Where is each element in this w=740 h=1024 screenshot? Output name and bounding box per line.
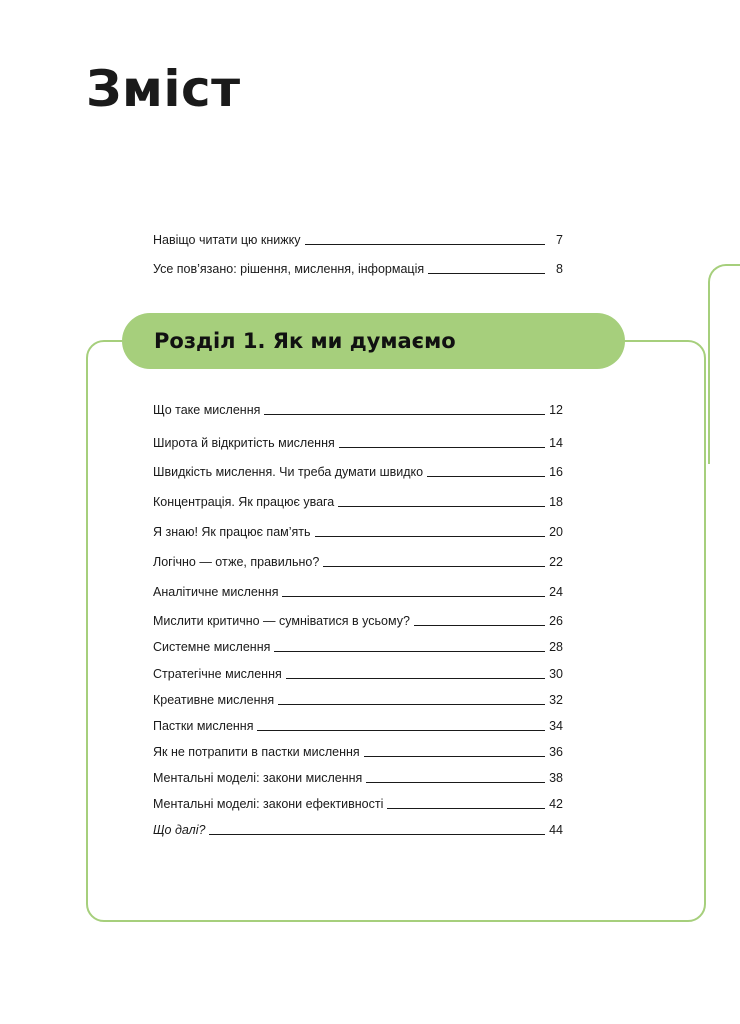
toc-entry-page: 36: [549, 745, 563, 759]
toc-leader-line: [264, 414, 545, 415]
toc-entry-page: 44: [549, 823, 563, 837]
toc-entry-page: 30: [549, 667, 563, 681]
toc-entry-page: 8: [556, 262, 563, 276]
toc-entry-label: Креативне мислення: [153, 693, 275, 707]
toc-entry[interactable]: [153, 718, 563, 734]
toc-entry-page: 18: [549, 495, 563, 509]
toc-entry[interactable]: [153, 822, 563, 838]
toc-entry-label: Широта й відкритість мислення: [153, 436, 335, 450]
toc-leader-line: [428, 273, 545, 274]
toc-entry[interactable]: [153, 402, 563, 418]
toc-entry[interactable]: [153, 261, 563, 277]
toc-leader-line: [364, 756, 545, 757]
toc-leader-line: [278, 704, 545, 705]
toc-entry[interactable]: [153, 232, 563, 248]
chapter-title: Розділ 1. Як ми думаємо: [154, 329, 456, 353]
toc-entry[interactable]: [153, 770, 563, 786]
toc-entry-label: Системне мислення: [153, 640, 271, 654]
toc-entry-page: 16: [549, 465, 563, 479]
toc-entry-page: 34: [549, 719, 563, 733]
toc-entry[interactable]: [153, 584, 563, 600]
toc-entry[interactable]: [153, 796, 563, 812]
toc-entry-page: 20: [549, 525, 563, 539]
toc-entry-page: 32: [549, 693, 563, 707]
toc-leader-line: [209, 834, 545, 835]
toc-entry-label: Аналітичне мислення: [153, 585, 279, 599]
toc-leader-line: [323, 566, 545, 567]
toc-entry-label: Що таке мислення: [153, 403, 261, 417]
toc-leader-line: [366, 782, 545, 783]
toc-leader-line: [387, 808, 545, 809]
toc-entry-page: 42: [549, 797, 563, 811]
toc-entry[interactable]: [153, 435, 563, 451]
page-title: Зміст: [86, 60, 241, 118]
toc-entry-label: Мислити критично — сумніватися в усьому?: [153, 614, 410, 628]
next-chapter-frame: [708, 264, 740, 464]
toc-leader-line: [339, 447, 545, 448]
toc-entry-label: Логічно — отже, правильно?: [153, 555, 320, 569]
toc-entry-label: Як не потрапити в пастки мислення: [153, 745, 360, 759]
chapter-banner[interactable]: [122, 313, 625, 369]
toc-entry-page: 38: [549, 771, 563, 785]
toc-entry-label: Що далі?: [153, 823, 206, 837]
toc-leader-line: [257, 730, 545, 731]
toc-entry[interactable]: [153, 554, 563, 570]
toc-leader-line: [338, 506, 545, 507]
toc-entry-label: Ментальні моделі: закони ефективності: [153, 797, 384, 811]
toc-entry-label: Я знаю! Як працює пам’ять: [153, 525, 311, 539]
toc-leader-line: [315, 536, 545, 537]
toc-leader-line: [274, 651, 545, 652]
toc-leader-line: [286, 678, 545, 679]
toc-entry[interactable]: [153, 494, 563, 510]
toc-entry-label: Усе пов’язано: рішення, мислення, інформація: [153, 262, 425, 276]
toc-entry-label: Концентрація. Як працює увага: [153, 495, 335, 509]
toc-entry-page: 26: [549, 614, 563, 628]
toc-entry[interactable]: [153, 666, 563, 682]
toc-leader-line: [427, 476, 545, 477]
toc-entry-label: Швидкість мислення. Чи треба думати швидко: [153, 465, 424, 479]
toc-entry[interactable]: [153, 524, 563, 540]
toc-entry[interactable]: [153, 613, 563, 629]
toc-leader-line: [305, 244, 546, 245]
toc-entry-page: 28: [549, 640, 563, 654]
toc-entry-label: Ментальні моделі: закони мислення: [153, 771, 363, 785]
toc-entry-label: Навіщо читати цю книжку: [153, 233, 301, 247]
toc-entry-page: 12: [549, 403, 563, 417]
toc-entry-page: 22: [549, 555, 563, 569]
toc-entry[interactable]: [153, 692, 563, 708]
toc-entry-page: 14: [549, 436, 563, 450]
toc-leader-line: [414, 625, 545, 626]
toc-entry-label: Стратегічне мислення: [153, 667, 282, 681]
toc-entry-page: 7: [556, 233, 563, 247]
toc-entry-label: Пастки мислення: [153, 719, 254, 733]
toc-entry[interactable]: [153, 639, 563, 655]
toc-entry-page: 24: [549, 585, 563, 599]
toc-leader-line: [282, 596, 545, 597]
toc-entry[interactable]: [153, 744, 563, 760]
toc-entry[interactable]: [153, 464, 563, 480]
